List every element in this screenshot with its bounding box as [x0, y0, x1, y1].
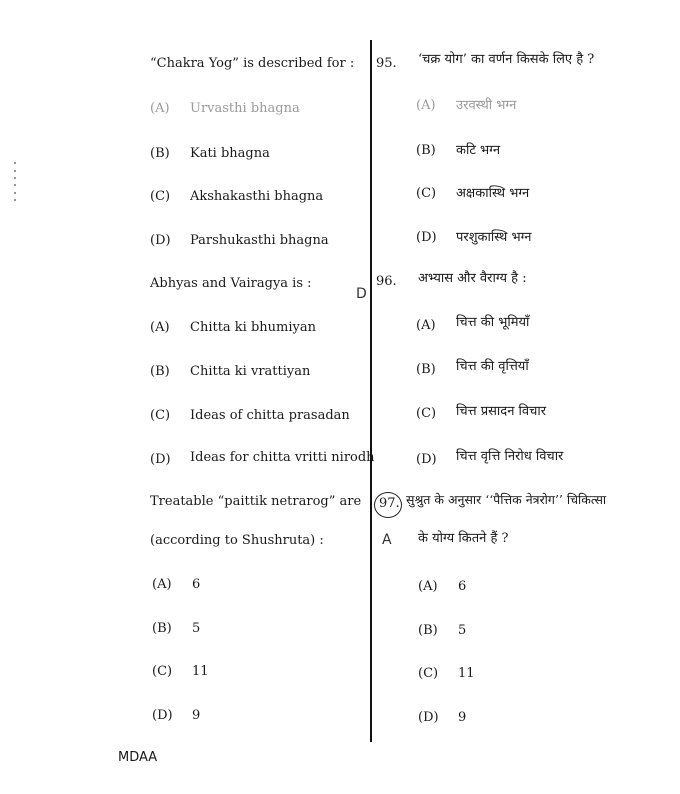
q95-option-c-hi: अक्षकास्थि भग्न [456, 186, 530, 201]
q95-option-d-hi: परशुकास्थि भग्न [456, 230, 532, 245]
q97-option-d-hi: 9 [458, 710, 467, 725]
q97-option-d-en: 9 [192, 708, 201, 723]
q96-option-a-hi: चित्त की भूमियाँ [456, 315, 530, 330]
q96-english-question: Abhyas and Vairagya is : [150, 276, 312, 291]
q95-option-b-hi: कटि भग्न [456, 143, 501, 158]
q95-option-a-hi: उरवस्थी भग्न [456, 98, 517, 113]
q97-number: 97. [379, 496, 400, 511]
q97-option-c-letter: (C) [152, 664, 173, 679]
q95-option-c-en: Akshakasthi bhagna [190, 189, 324, 204]
q96-option-d-hi: चित्त वृत्ति निरोध विचार [456, 449, 564, 464]
q95-option-a-en: Urvasthi bhagna [190, 101, 300, 116]
q96-option-b-letter: (B) [150, 364, 170, 379]
q95-option-c-letter-hi: (C) [416, 186, 437, 201]
q95-option-b-letter: (B) [150, 146, 170, 161]
q97-option-b-hi: 5 [458, 623, 467, 638]
q97-option-a-hi: 6 [458, 579, 467, 594]
q96-option-b-en: Chitta ki vrattiyan [190, 364, 311, 379]
page-footer-code: MDAA [118, 750, 158, 765]
q96-option-b-letter-hi: (B) [416, 362, 436, 377]
q97-option-b-letter-hi: (B) [418, 623, 438, 638]
q96-option-c-letter-hi: (C) [416, 406, 437, 421]
q95-option-d-letter-hi: (D) [416, 230, 437, 245]
q97-hindi-question-line1: सुश्रुत के अनुसार ‘‘पैत्तिक नेत्ररोग’’ चिकित्सा [406, 492, 607, 507]
q96-option-a-letter-hi: (A) [416, 318, 436, 333]
q96-number: 96. [376, 274, 397, 289]
column-divider [370, 40, 372, 742]
q95-option-d-letter: (D) [150, 233, 171, 248]
q97-option-c-letter-hi: (C) [418, 666, 439, 681]
q96-option-d-letter: (D) [150, 452, 171, 467]
q95-option-a-letter: (A) [150, 101, 170, 116]
q96-option-a-en: Chitta ki bhumiyan [190, 320, 316, 335]
q95-option-d-en: Parshukasthi bhagna [190, 233, 329, 248]
q96-option-c-en: Ideas of chitta prasadan [190, 408, 350, 423]
scan-specks [14, 162, 20, 202]
q97-handwritten-mark: A [382, 532, 392, 548]
q97-option-b-en: 5 [192, 621, 201, 636]
q97-option-c-en: 11 [192, 664, 209, 679]
q95-english-question: “Chakra Yog” is described for : [150, 56, 355, 71]
q96-handwritten-mark: D [356, 286, 367, 302]
q97-option-b-letter: (B) [152, 621, 172, 636]
q97-option-c-hi: 11 [458, 666, 475, 681]
q96-hindi-question: अभ्यास और वैराग्य है : [418, 271, 527, 286]
q95-hindi-question: ‘चक्र योग’ का वर्णन किसके लिए है ? [418, 52, 595, 67]
q95-option-a-letter-hi: (A) [416, 98, 436, 113]
q97-english-question-line2: (according to Shushruta) : [150, 533, 324, 548]
q97-option-a-letter: (A) [152, 577, 172, 592]
q96-option-d-en: Ideas for chitta vritti nirodh [190, 450, 375, 465]
q97-option-d-letter-hi: (D) [418, 710, 439, 725]
q96-option-d-letter-hi: (D) [416, 452, 437, 467]
q95-option-c-letter: (C) [150, 189, 171, 204]
q95-number: 95. [376, 56, 397, 71]
q97-english-question-line1: Treatable “paittik netrarog” are [150, 494, 362, 509]
q97-option-d-letter: (D) [152, 708, 173, 723]
q96-option-b-hi: चित्त की वृत्तियाँ [456, 359, 529, 374]
q97-option-a-letter-hi: (A) [418, 579, 438, 594]
q96-option-c-letter: (C) [150, 408, 171, 423]
q96-option-a-letter: (A) [150, 320, 170, 335]
q96-option-c-hi: चित्त प्रसादन विचार [456, 404, 547, 419]
q95-option-b-en: Kati bhagna [190, 146, 270, 161]
q97-option-a-en: 6 [192, 577, 201, 592]
q97-hindi-question-line2: के योग्य कितने हैं ? [418, 531, 509, 546]
q95-option-b-letter-hi: (B) [416, 143, 436, 158]
